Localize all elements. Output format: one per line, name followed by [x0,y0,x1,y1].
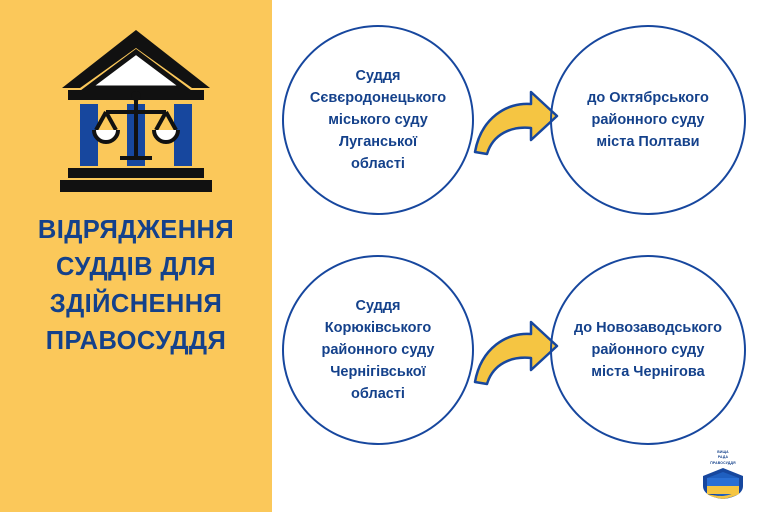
page-title [0,212,272,360]
node-target-1-text: до Октябрського районного суду міста Полтави [587,90,709,150]
logo-caption-3: ПРАВОСУДДЯ [710,460,736,465]
node-source-1 [282,25,474,215]
curved-arrow-right-icon-2 [471,318,561,390]
logo-caption-2: РАДА [717,455,729,460]
diagram-area [272,0,767,512]
logo-mark-icon [695,466,751,500]
node-target-2 [550,255,746,445]
title-line-1: ВІДРЯДЖЕННЯ [37,216,235,244]
node-source-2-text: Суддя Корюківського районного суду Чернігівської області [321,298,435,402]
curved-arrow-right-icon-1 [471,88,561,160]
node-target-2-text: до Новозаводського районного суду міста Чернігова [574,320,722,380]
node-source-1-text: Суддя Сєвєродонецького міського суду Луганської області [309,68,447,172]
court-building-scales-emblem [60,26,212,194]
logo-caption-1: ВИЩА [717,450,729,454]
node-target-1 [550,25,746,215]
title-line-4: ПРАВОСУДДЯ [45,327,227,355]
node-source-2 [282,255,474,445]
title-line-3: ЗДІЙСНЕННЯ [49,290,223,318]
vyshcha-rada-pravosuddia-logo [695,450,751,498]
title-line-2: СУДДІВ ДЛЯ [56,253,216,281]
left-title-panel [0,0,272,512]
